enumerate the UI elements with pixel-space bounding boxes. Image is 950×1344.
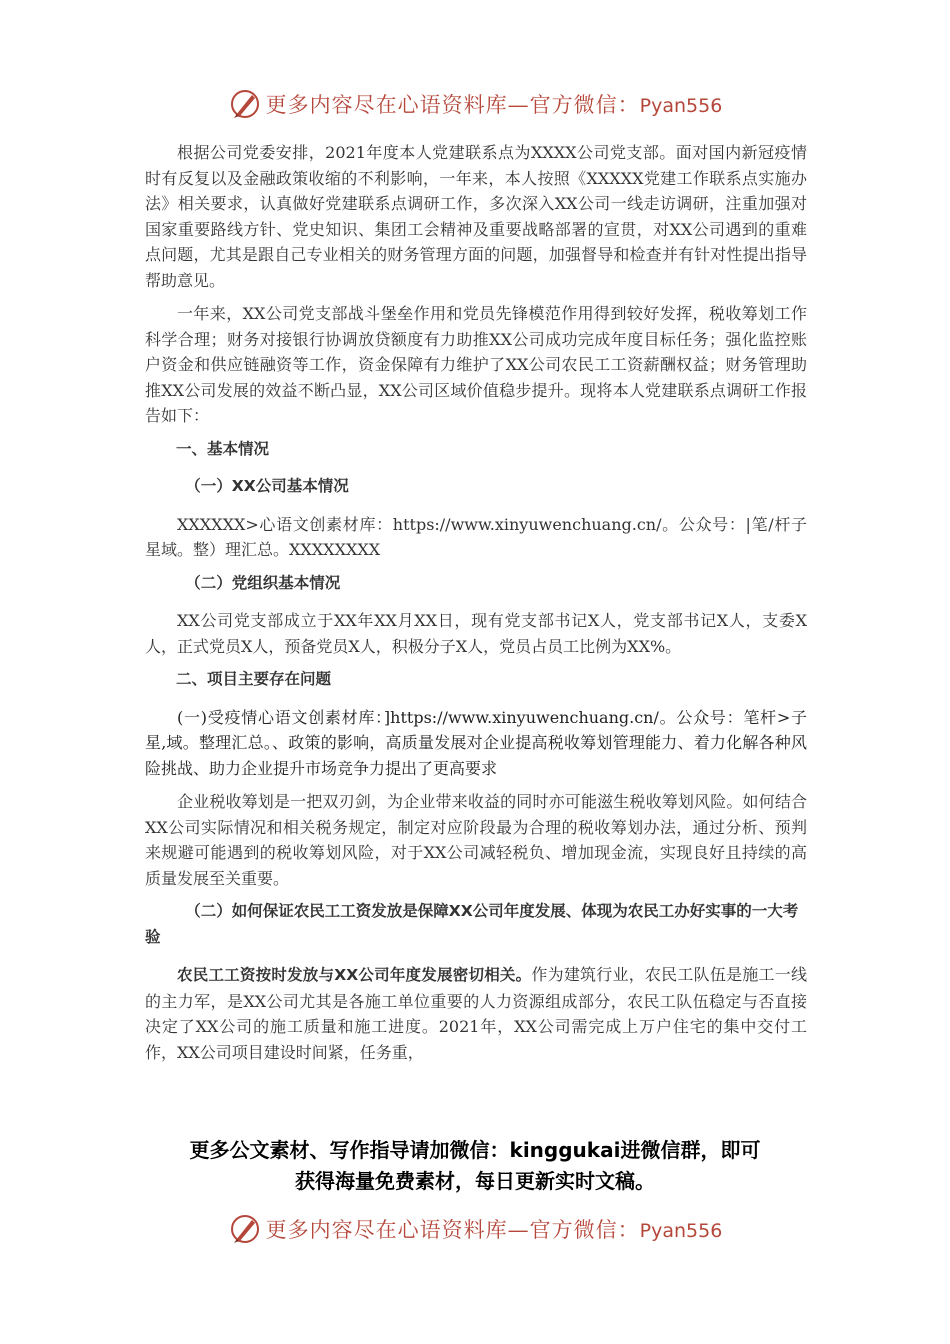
subsection-heading-company: （一）XX公司基本情况 [185,477,349,495]
subsection-heading-party: （二）党组织基本情况 [185,573,341,592]
section-heading-basic: 一、基本情况 [176,439,270,458]
company-info-paragraph: XXXXXX>心语文创素材库：https://www.xinyuwenchuang.cn/。公众号：|笔/杆子星域。整）理汇总。XXXXXXXX [145,514,807,559]
summary-paragraph: 一年来，XX公司党支部战斗堡垒作用和党员先锋模范作用得到较好发挥，税收筹划工作科学合理；财务对接银行协调放贷额度有力助推XX公司成功完成年度目标任务；强化监控账户资金和供应链融资等工作，资金保障有力维护了XX公司农民工工资薪酬权益；财务管理助推XX公司发展的效益不断凸显，XX公司区域价值稳步提升。现将本人党建联系点调研工作报告如下： [145,304,807,425]
party-info-paragraph: XX公司党支部成立于XX年XX月XX日，现有党支部书记X人，党支部书记X人，支委X人，正式党员X人，预备党员X人，积极分子X人，党员占员工比例为XX%。 [145,611,807,656]
header-banner [0,84,950,124]
wages-lead-sentence: 农民工工资按时发放与XX公司年度发展密切相关。 [177,966,532,984]
banner-text: 更多内容尽在心语资料库—官方微信：Pyan556 [265,93,723,117]
promo-notice [0,1135,950,1197]
wages-paragraph [145,962,807,1065]
footer-banner [0,1209,950,1249]
pen-logo-icon [228,87,262,121]
document-body [145,140,807,1073]
tax-planning-paragraph: 企业税收筹划是一把双刃剑，为企业带来收益的同时亦可能滋生税收筹划风险。如何结合XX公司实际情况和相关税务规定，制定对应阶段最为合理的税收筹划办法，通过分析、预判来规避可能遇到的税收筹划风险，对于XX公司减轻税负、增加现金流，实现良好且持续的高质量发展至关重要。 [145,792,807,888]
promo-line-1: 更多公文素材、写作指导请加微信：kinggukai进微信群，即可 [189,1138,761,1162]
problem-one-paragraph: (一)受疫情心语文创素材库：]https://www.xinyuwenchuang.cn/。公众号：笔杆>子星,域。整理汇总。、政策的影响，高质量发展对企业提高税收筹划管理能力、着力化解各种风险挑战、助力企业提升市场竞争力提出了更高要求 [145,707,807,778]
banner-wechat-handle: Pyan556 [639,95,723,117]
section-heading-problems: 二、项目主要存在问题 [176,670,332,688]
promo-line-2: 获得海量免费素材，每日更新实时文稿。 [295,1169,655,1193]
wages-body-text: 作为建筑行业，农民工队伍是施工一线的主力军，是XX公司尤其是各施工单位重要的人力资源组成部分，农民工队伍稳定与否直接决定了XX公司的施工质量和施工进度。2021年，XX公司需完成上万户住宅的集中交付工作，XX公司项目建设时间紧，任务重， [145,965,807,1062]
banner-text: 更多内容尽在心语资料库—官方微信：Pyan556 [265,1218,723,1242]
banner-wechat-handle: Pyan556 [639,1220,723,1242]
subsection-heading-wages: （二）如何保证农民工工资发放是保障XX公司年度发展、体现为农民工办好实事的一大考验 [145,902,799,946]
pen-logo-icon [228,1212,262,1246]
intro-paragraph: 根据公司党委安排，2021年度本人党建联系点为XXXX公司党支部。面对国内新冠疫情时有反复以及金融政策收缩的不利影响，一年来，本人按照《XXXXX党建工作联系点实施办法》相关要求，认真做好党建联系点调研工作，多次深入XX公司一线走访调研，注重加强对国家重要路线方针、党史知识、集团工会精神及重要战略部署的宣贯，对XX公司遇到的重难点问题，尤其是跟自己专业相关的财务管理方面的问题，加强督导和检查并有针对性提出指导帮助意见。 [145,143,807,290]
